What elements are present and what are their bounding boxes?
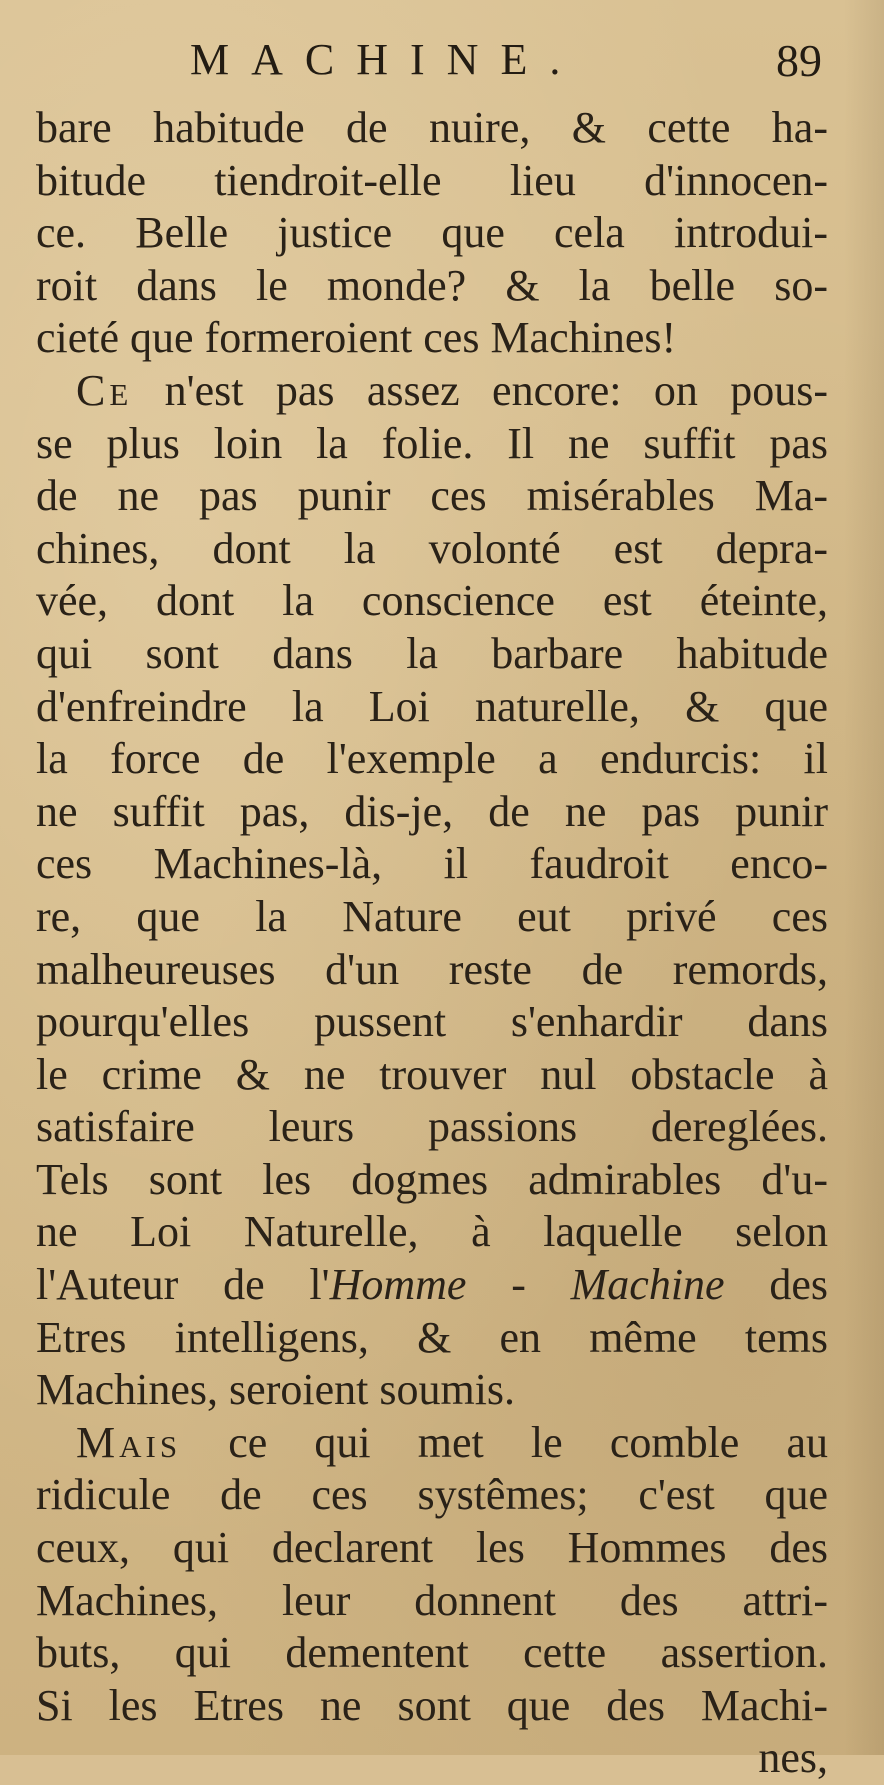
paragraph-initial-word: Mais — [76, 1417, 182, 1467]
page-number: 89 — [776, 35, 822, 86]
text-line: Si les Etres ne sont que des Machi- — [36, 1680, 828, 1730]
text-line: Machines, seroient soumis. — [36, 1365, 516, 1415]
text-line: malheureuses d'un reste de remords, — [36, 944, 828, 994]
page-edge-shadow — [844, 0, 884, 1755]
text-line: satisfaire leurs passions dereglées. — [36, 1102, 828, 1152]
text-line: Machines, leur donnent des attri- — [36, 1575, 828, 1625]
text-line: le crime & ne trouver nul obstacle à — [36, 1049, 828, 1099]
text-line: bitude tiendroit-elle lieu d'innocen- — [36, 155, 828, 205]
text-line: vée, dont la conscience est éteinte, — [36, 576, 828, 626]
text-line: se plus loin la folie. Il ne suffit pas — [36, 418, 828, 468]
text-line: ne suffit pas, dis-je, de ne pas punir — [36, 786, 828, 836]
text-line: Etres intelligens, & en même tems — [36, 1312, 828, 1362]
text-line: bare habitude de nuire, & cette ha- — [36, 103, 828, 152]
text-line: ridicule de ces systêmes; c'est que — [36, 1470, 828, 1520]
text-line: ce. Belle justice que cela introdui- — [36, 208, 828, 258]
paragraph-start-line — [36, 365, 828, 418]
text-line: d'enfreindre la Loi naturelle, & que — [36, 681, 828, 731]
running-head: MACHINE. — [190, 35, 583, 84]
text-line: qui sont dans la barbare habitude — [36, 628, 828, 678]
text-line-rest: des — [769, 1260, 829, 1310]
text-line: buts, qui dementent cette assertion. — [36, 1628, 828, 1678]
text-line: Tels sont les dogmes admirables d'u- — [36, 1154, 828, 1204]
text-line: chines, dont la volonté est depra- — [36, 523, 828, 573]
text-line: re, que la Nature eut privé ces — [36, 891, 828, 941]
book-title-italic: Homme - Machine — [329, 1260, 725, 1310]
text-line: de ne pas punir ces misérables Ma- — [36, 471, 828, 521]
text-line: ne Loi Naturelle, à laquelle selon — [36, 1207, 828, 1257]
text-line: la force de l'exemple a endurcis: il — [36, 734, 828, 784]
text-line-rest: n'est pas assez encore: on pous- — [164, 365, 829, 415]
text-line-rest: ce qui met le comble au — [228, 1417, 829, 1467]
text-line: roit dans le monde? & la belle so- — [36, 260, 828, 310]
text-line: cieté que formeroient ces Machines! — [36, 313, 677, 363]
catchword-line: nes, — [758, 1733, 828, 1783]
auteur-line — [36, 1259, 828, 1312]
body-text — [36, 102, 828, 1785]
text-line: pourqu'elles pussent s'enhardir dans — [36, 997, 828, 1047]
paragraph-start-line — [36, 1417, 828, 1470]
paragraph-initial-word: Ce — [76, 365, 133, 415]
text-line: ceux, qui declarent les Hommes des — [36, 1523, 828, 1573]
text-line: ces Machines-là, il faudroit enco- — [36, 839, 828, 889]
page-header — [0, 34, 884, 94]
auteur-prefix: l'Auteur de l' — [36, 1260, 330, 1310]
